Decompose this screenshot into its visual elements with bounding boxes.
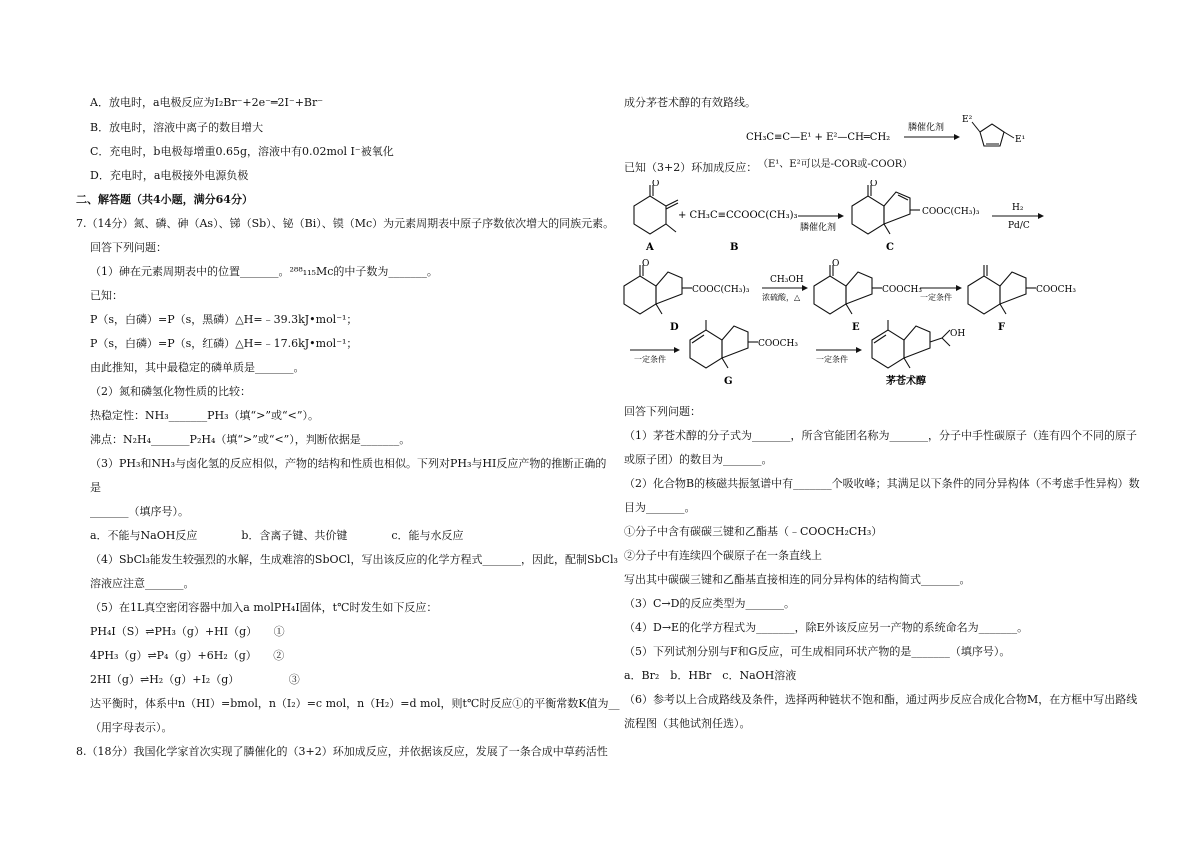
q8-stem: 8.（18分）我国化学家首次实现了膦催化的（3+2）环加成反应，并依据该反应，发展了一条合成中草药活性 (76, 745, 608, 758)
q7-part3-cont: 是 (90, 481, 101, 494)
scheme1-e1-bond (1004, 132, 1014, 138)
sub-g: COOCH₃ (758, 339, 798, 349)
label-e: E (852, 322, 860, 333)
scheme1-reactants: CH₃C≡C—E¹ + E²—CH═CH₂ (746, 132, 891, 143)
q8-part5: （5）下列试剂分别与F和G反应，可生成相同环状产物的是_______（填序号）。 (624, 645, 1011, 658)
known-cycloaddition: 已知（3+2）环加成反应： (624, 161, 758, 174)
q8-stem-cont: 成分茅苍术醇的有效路线。 (624, 96, 756, 109)
q7-equilibrium-note: （用字母表示）。 (90, 721, 173, 734)
reagent-h2: H₂ (1012, 203, 1024, 213)
q7-reaction2: 4PH₃（g）⇌P₄（g）+6H₂（g） ② (90, 649, 285, 662)
q8-part1-cont: 或原子团）的数目为_______。 (624, 453, 773, 466)
q7-reaction1: PH₄I（S）⇌PH₃（g）+HI（g） ① (90, 625, 285, 638)
q7-part1: （1）砷在元素周期表中的位置_______。²⁸⁸₁₁₅Mc的中子数为_______。 (90, 265, 438, 278)
q7-part3-blank: _______（填序号）。 (90, 505, 189, 518)
structure-c (852, 185, 920, 234)
structure-d (624, 265, 692, 314)
q7-part5: （5）在1L真空密闭容器中加入a molPH₄I固体，t℃时发生如下反应： (90, 601, 438, 614)
q8-part2: （2）化合物B的核磁共振氢谱中有_______个吸收峰；其满足以下条件的同分异构体（不考虑手性异构）数 (624, 477, 1140, 490)
q7-eq1: P（s，白磷）=P（s，黑磷）△H=﹣39.3kJ•mol⁻¹； (90, 313, 358, 326)
scheme1-e1: E¹ (1015, 135, 1026, 145)
label-f: F (998, 322, 1006, 333)
q7-eq2: P（s，白磷）=P（s，红磷）△H=﹣17.6kJ•mol⁻¹； (90, 337, 358, 350)
q7-boiling: 沸点：N₂H₄_______P₂H₄（填“>”或“<”），判断依据是_______。 (90, 433, 411, 446)
sub-d: COOC(CH₃)₃ (692, 285, 750, 295)
q8-part1: （1）茅苍术醇的分子式为_______，所含官能团名称为_______，分子中手性碳原子（连有四个不同的原子 (624, 429, 1137, 442)
sub-oh: OH (950, 329, 966, 339)
reagent-b: + CH₃C≡CCOOC(CH₃)₃ (678, 210, 798, 221)
option-a: A．放电时，a电极反应为I₂Br⁻+2e⁻═2I⁻+Br⁻ (90, 96, 324, 109)
q8-isomer: 写出其中碳碳三键和乙酯基直接相连的同分异构体的结构简式_______。 (624, 573, 971, 586)
option-c: C．充电时，b电极每增重0.65g，溶液中有0.02mol I⁻被氧化 (90, 145, 394, 158)
label-g: G (724, 376, 733, 387)
q8-condition1: ①分子中含有碳碳三键和乙酯基（﹣COOCH₂CH₃） (624, 525, 883, 538)
section-heading: 二、解答题（共4小题，满分64分） (76, 193, 253, 206)
catalyst-ab-c: 膦催化剂 (800, 223, 837, 233)
reagent-ch3oh: CH₃OH (770, 275, 804, 285)
q8-prompt: 回答下列问题： (624, 405, 701, 418)
q8-part6-cont: 流程图（其他试剂任选）。 (624, 717, 751, 730)
option-b: B．放电时，溶液中离子的数目增大 (90, 121, 264, 134)
reagent-acid: 浓硫酸，△ (762, 293, 801, 302)
q7-stability: 热稳定性：NH₃_______PH₃（填“>”或“<”）。 (90, 409, 319, 422)
cond-g-product: 一定条件 (816, 355, 848, 364)
q7-known: 已知： (90, 289, 123, 302)
q8-part4: （4）D→E的化学方程式为_______，除E外该反应另一产物的系统命名为_______。 (624, 621, 1029, 634)
scheme1-arrowhead (954, 134, 960, 140)
reagent-pdc: Pd/C (1008, 221, 1030, 231)
cond-e-f: 一定条件 (920, 293, 952, 302)
q8-part3: （3）C→D的反应类型为_______。 (624, 597, 795, 610)
q7-prompt: 回答下列问题： (90, 241, 167, 254)
label-a: A (646, 242, 654, 253)
q7-part3-options: a．不能与NaOH反应 b．含离子键、共价键 c．能与水反应 (90, 529, 464, 542)
sub-f: COOCH₃ (1036, 285, 1076, 295)
q7-part3: （3）PH₃和NH₃与卤化氢的反应相似，产物的结构和性质也相似。下列对PH₃与HI反应产物的推断正确的 (90, 457, 607, 470)
q7-part4-cont: 溶液应注意_______。 (90, 577, 195, 590)
structure-e (814, 265, 882, 314)
structure-product (872, 320, 950, 368)
option-d: D．充电时，a电极接外电源负极 (90, 169, 249, 182)
scheme1-catalyst: 膦催化剂 (908, 123, 945, 133)
q8-part2-cont: 目为_______。 (624, 501, 696, 514)
label-product: 茅苍术醇 (886, 376, 926, 387)
scheme1-e2-bond (972, 122, 980, 132)
q8-part5-options: a．Br₂ b．HBr c．NaOH溶液 (624, 669, 797, 682)
q8-part6: （6）参考以上合成路线及条件，选择两种链状不饱和酯，通过两步反应合成化合物M，在方框中写出路线 (624, 693, 1138, 706)
svg-text:O: O (652, 180, 660, 189)
sub-e: COOCH₃ (882, 285, 922, 295)
q7-reaction3: 2HI（g）⇌H₂（g）+I₂（g） ③ (90, 673, 300, 686)
q7-equilibrium: 达平衡时，体系中n（HI）=bmol，n（I₂）=c mol，n（H₂）=d mol，则t℃时反应①的平衡常数K值为__ (90, 697, 620, 710)
sub-c: COOC(CH₃)₃ (922, 207, 980, 217)
label-c: C (886, 242, 894, 253)
scheme1-note: （E¹、E²可以是-COR或-COOR） (758, 159, 913, 170)
svg-text:O: O (870, 180, 878, 189)
q8-condition2: ②分子中有连续四个碳原子在一条直线上 (624, 549, 822, 562)
scheme1-cyclopentene (980, 124, 1004, 146)
structure-g (690, 320, 758, 368)
q7-part4: （4）SbCl₃能发生较强烈的水解，生成难溶的SbOCl，写出该反应的化学方程式_______，因此，配制SbCl₃ (90, 553, 618, 566)
right-column (600, 0, 1200, 848)
scheme1-e2: E² (962, 115, 973, 125)
q7-infer: 由此推知，其中最稳定的磷单质是_______。 (90, 361, 305, 374)
cond-f-g: 一定条件 (634, 355, 666, 364)
svg-text:O: O (832, 259, 840, 269)
label-d: D (670, 322, 679, 333)
structure-a (634, 185, 678, 234)
q7-stem: 7.（14分）氮、磷、砷（As）、锑（Sb）、铋（Bi）、镆（Mc）为元素周期表中原子序数依次增大的同族元素。 (76, 217, 615, 230)
svg-text:O: O (642, 259, 650, 269)
q7-part2: （2）氮和磷氢化物性质的比较： (90, 385, 251, 398)
label-b: B (730, 242, 739, 253)
structure-f (968, 265, 1036, 314)
scheme-synthesis-route (620, 180, 1080, 395)
